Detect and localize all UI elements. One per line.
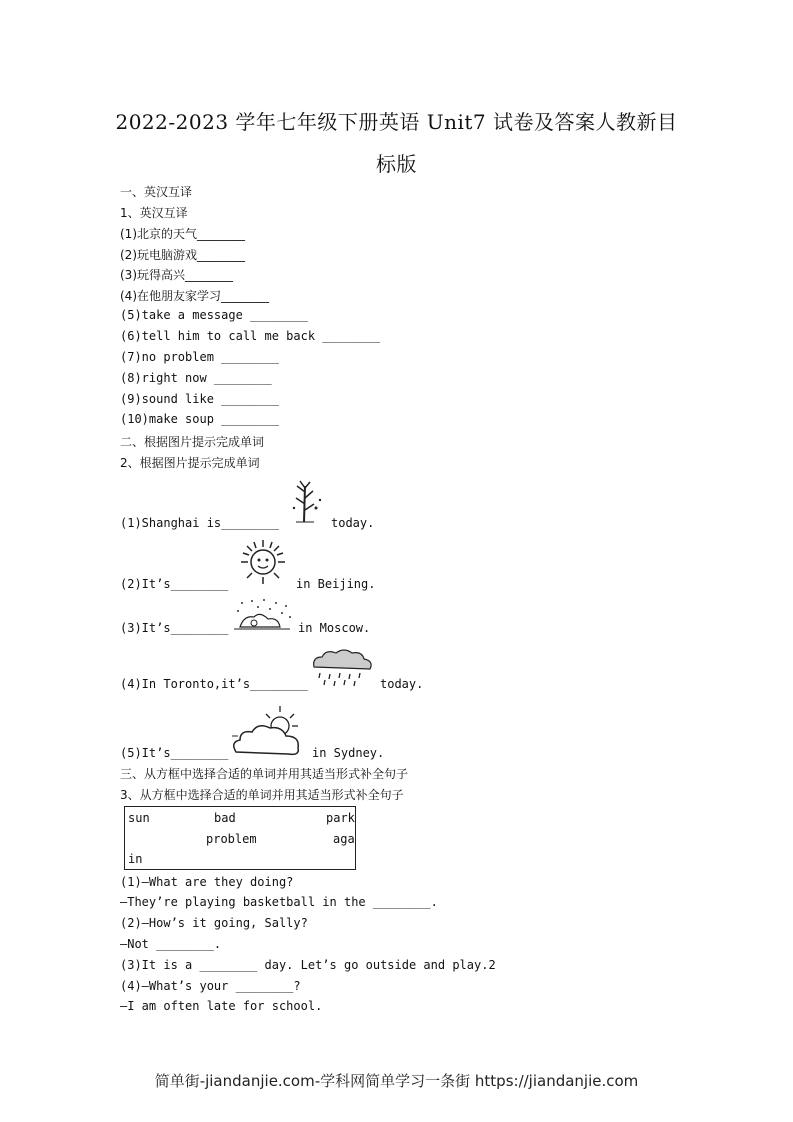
cloudy-sun-icon — [228, 702, 306, 758]
section-1-subheading: 1、英汉互译 — [120, 206, 188, 220]
s3-item-2: —They’re playing basketball in the ________. — [120, 895, 438, 909]
s1-item-8: (8)right now ________ — [120, 371, 272, 385]
s3-item-4: —Not ________. — [120, 937, 222, 951]
section-2-subheading: 2、根据图片提示完成单词 — [120, 456, 260, 470]
s1-item-4: (4)在他朋友家学习________ — [120, 289, 269, 303]
snow-icon — [230, 597, 294, 633]
s1-item-1: (1)北京的天气________ — [120, 227, 245, 241]
s2-item-4-after: today. — [380, 677, 424, 691]
s1-item-2: (2)玩电脑游戏________ — [120, 248, 245, 262]
s1-item-7: (7)no problem ________ — [120, 350, 279, 364]
footer-watermark: 简单街-jiandanjie.com-学科网简单学习一条街 https://jiandanjie.com — [154, 1072, 639, 1090]
rain-cloud-icon — [308, 647, 376, 689]
s1-item-5: (5)take a message ________ — [120, 308, 308, 322]
word-box — [124, 806, 356, 870]
box-word-in: in — [128, 852, 143, 866]
s2-item-4-text: (4)In Toronto,it’s________ — [120, 677, 308, 691]
windy-tree-icon — [286, 478, 326, 524]
s2-item-5-text: (5)It’s________ — [120, 746, 229, 760]
s1-item-9: (9)sound like ________ — [120, 392, 279, 406]
s1-item-10: (10)make soup ________ — [120, 412, 279, 426]
s2-item-1-text: (1)Shanghai is________ — [120, 516, 279, 530]
s2-item-3-text: (3)It’s________ — [120, 621, 229, 635]
box-word-bad: bad — [214, 811, 236, 825]
box-word-sun: sun — [128, 811, 150, 825]
box-word-aga: aga — [333, 832, 355, 846]
s1-item-3: (3)玩得高兴________ — [120, 268, 233, 282]
s3-item-7: —I am often late for school. — [120, 999, 323, 1013]
s3-item-3: (2)—How’s it going, Sally? — [120, 916, 308, 930]
s2-item-5-after: in Sydney. — [312, 746, 385, 760]
document-title-line-1: 2022-2023 学年七年级下册英语 Unit7 试卷及答案人教新目 — [115, 110, 678, 134]
sun-icon — [238, 537, 288, 587]
section-1-heading: 一、英汉互译 — [120, 185, 193, 199]
section-3-heading: 三、从方框中选择合适的单词并用其适当形式补全句子 — [120, 767, 409, 781]
s2-item-2-after: in Beijing. — [296, 577, 376, 591]
s2-item-3-after: in Moscow. — [298, 621, 371, 635]
s3-item-6: (4)—What’s your ________? — [120, 979, 301, 993]
s3-item-5: (3)It is a ________ day. Let’s go outside and play.2 — [120, 958, 496, 972]
section-3-subheading: 3、从方框中选择合适的单词并用其适当形式补全句子 — [120, 788, 404, 802]
s2-item-2-text: (2)It’s________ — [120, 577, 229, 591]
box-word-problem: problem — [206, 832, 257, 846]
s2-item-1-after: today. — [331, 516, 375, 530]
section-2-heading: 二、根据图片提示完成单词 — [120, 435, 265, 449]
document-title-line-2: 标版 — [376, 152, 417, 176]
box-word-park: park — [326, 811, 355, 825]
s1-item-6: (6)tell him to call me back ________ — [120, 329, 381, 343]
s3-item-1: (1)—What are they doing? — [120, 875, 294, 889]
